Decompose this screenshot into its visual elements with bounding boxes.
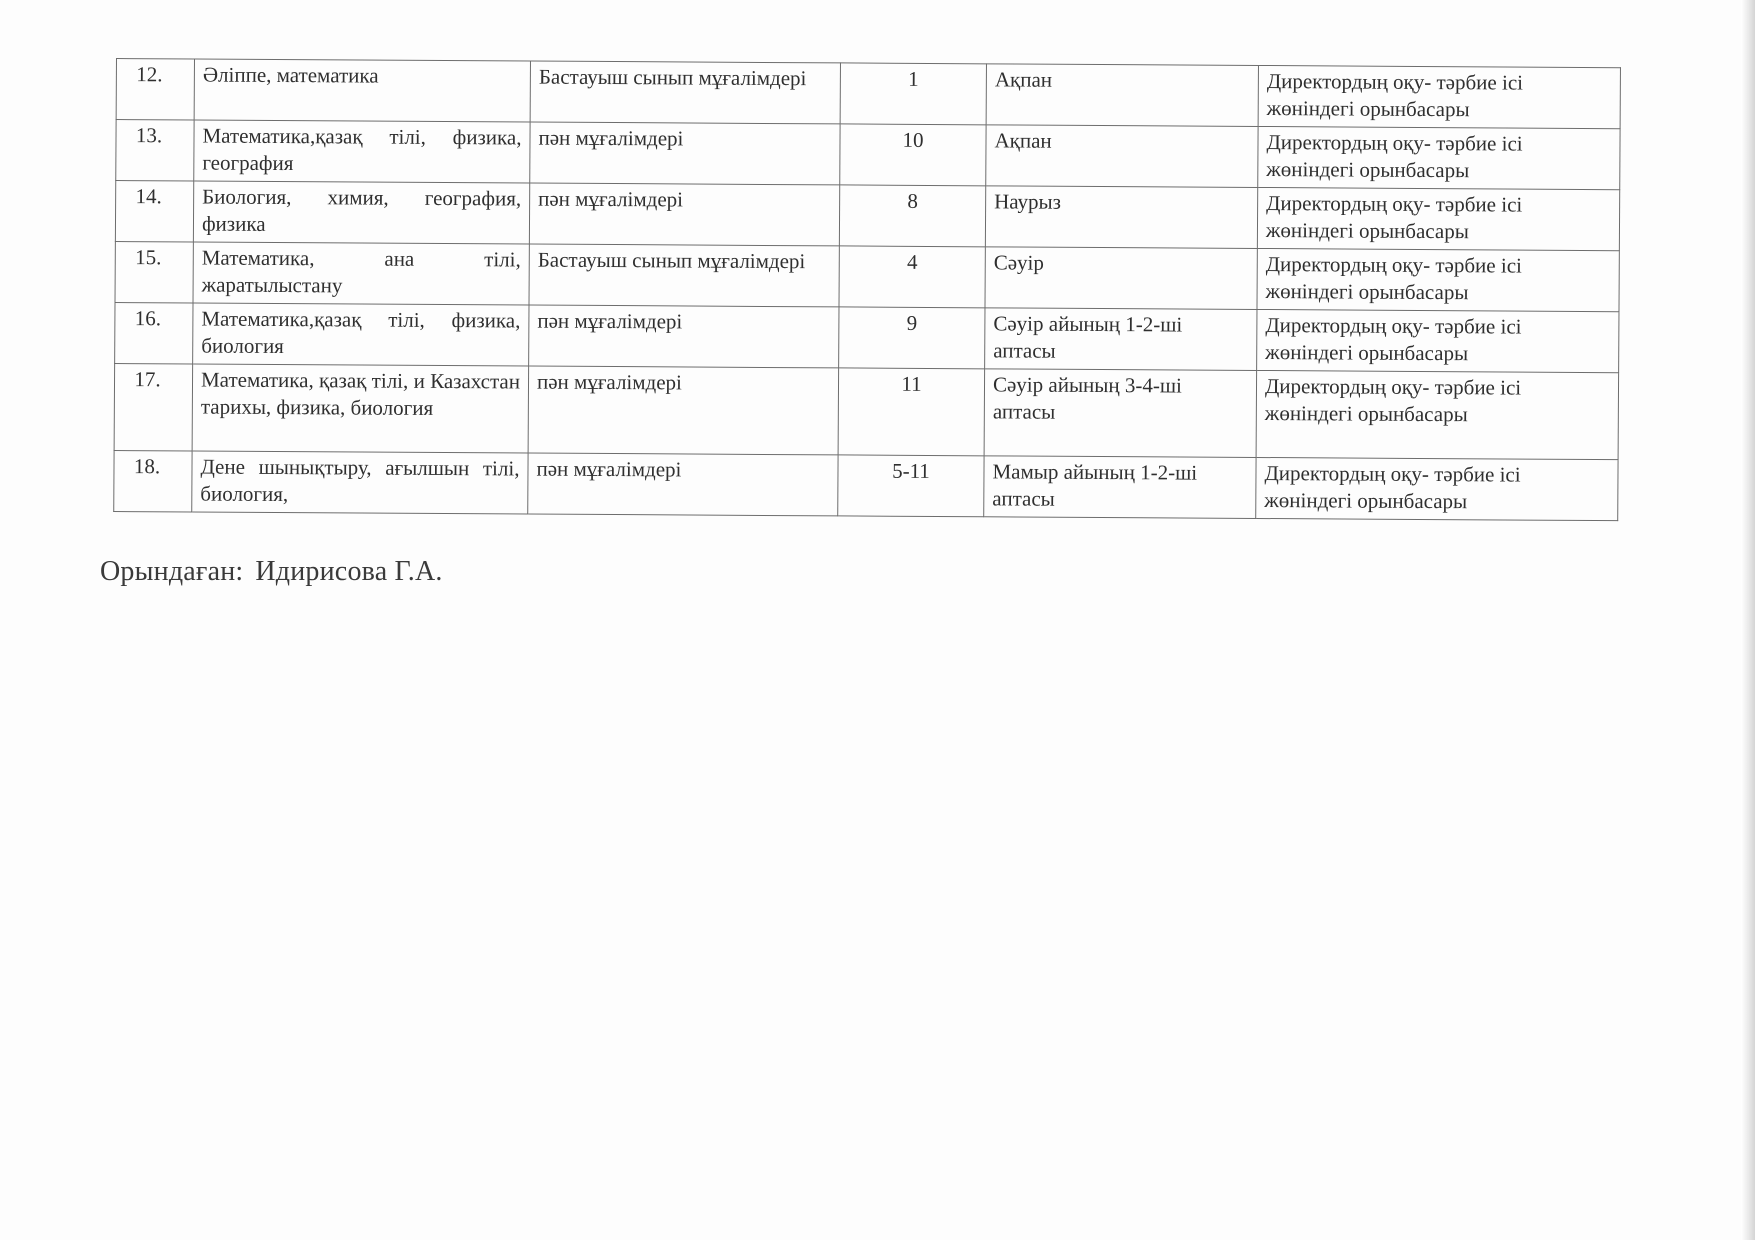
- responsible-cell: Директордың оқу- тәрбие ісі жөніндегі орынбасары: [1256, 457, 1618, 520]
- row-number: 16.: [115, 302, 193, 363]
- row-number: 15.: [115, 241, 193, 302]
- month-cell: Мамыр айының 1-2-ші аптасы: [984, 456, 1256, 519]
- responsible-cell: Директордың оқу- тәрбие ісі жөніндегі орынбасары: [1258, 65, 1620, 128]
- class-cell: 10: [840, 124, 986, 186]
- participants-cell: пән мұғалімдері: [529, 183, 839, 246]
- month-cell: Сәуір айының 1-2-ші аптасы: [985, 308, 1257, 371]
- row-number: 12.: [116, 59, 194, 120]
- class-cell: 9: [839, 307, 985, 369]
- responsible-cell: Директордың оқу- тәрбие ісі жөніндегі орынбасары: [1257, 187, 1619, 250]
- executor-signature-line: [100, 556, 443, 588]
- subject-cell: Әліппе, математика: [194, 59, 530, 122]
- participants-cell: пән мұғалімдері: [528, 453, 838, 516]
- participants-cell: пән мұғалімдері: [530, 122, 840, 185]
- subject-cell: Математика, ана тілі, жаратылыстану: [193, 242, 529, 305]
- table-row: [115, 181, 1619, 251]
- table-row: [115, 241, 1619, 311]
- row-number: 18.: [114, 450, 192, 511]
- table-row: [114, 450, 1618, 520]
- subject-cell: Математика,қазақ тілі, физика, география: [194, 120, 530, 183]
- month-cell: Наурыз: [985, 186, 1257, 249]
- subject-cell: Математика, қазақ тілі, и Казахстан тарихы, физика, биология: [192, 364, 529, 453]
- class-cell: 11: [838, 368, 985, 456]
- class-cell: 8: [839, 185, 985, 247]
- subject-cell: Математика,қазақ тілі, физика, биология: [193, 303, 529, 366]
- month-cell: Сәуір айының 3-4-ші аптасы: [984, 369, 1257, 458]
- row-number: 13.: [116, 120, 194, 181]
- participants-cell: пән мұғалімдері: [529, 305, 839, 368]
- subject-cell: Биология, химия, география, физика: [193, 181, 529, 244]
- class-cell: 5-11: [838, 455, 984, 517]
- table-row: [114, 363, 1619, 459]
- month-cell: Ақпан: [986, 64, 1258, 127]
- table-row: [115, 302, 1619, 372]
- month-cell: Сәуір: [985, 247, 1257, 310]
- control-plan-table: [113, 58, 1621, 521]
- participants-cell: Бастауыш сынып мұғалімдері: [530, 61, 840, 124]
- class-cell: 1: [840, 63, 986, 125]
- responsible-cell: Директордың оқу- тәрбие ісі жөніндегі орынбасары: [1257, 309, 1619, 372]
- table-row: [116, 59, 1620, 129]
- participants-cell: Бастауыш сынып мұғалімдері: [529, 244, 839, 307]
- scan-edge-shadow: [1741, 0, 1755, 1240]
- row-number: 17.: [114, 363, 193, 450]
- participants-cell: пән мұғалімдері: [528, 366, 839, 455]
- responsible-cell: Директордың оқу- тәрбие ісі жөніндегі орынбасары: [1258, 126, 1620, 189]
- subject-cell: Дене шынықтыру, ағылшын тілі, биология,: [192, 451, 528, 514]
- month-cell: Ақпан: [986, 125, 1258, 188]
- responsible-cell: Директордың оқу- тәрбие ісі жөніндегі орынбасары: [1256, 370, 1619, 459]
- executor-name: Идирисова Г.А.: [255, 556, 443, 587]
- table-row: [116, 120, 1620, 190]
- responsible-cell: Директордың оқу- тәрбие ісі жөніндегі орынбасары: [1257, 248, 1619, 311]
- executor-label: Орындаған:: [100, 556, 244, 587]
- row-number: 14.: [115, 181, 193, 242]
- class-cell: 4: [839, 246, 985, 308]
